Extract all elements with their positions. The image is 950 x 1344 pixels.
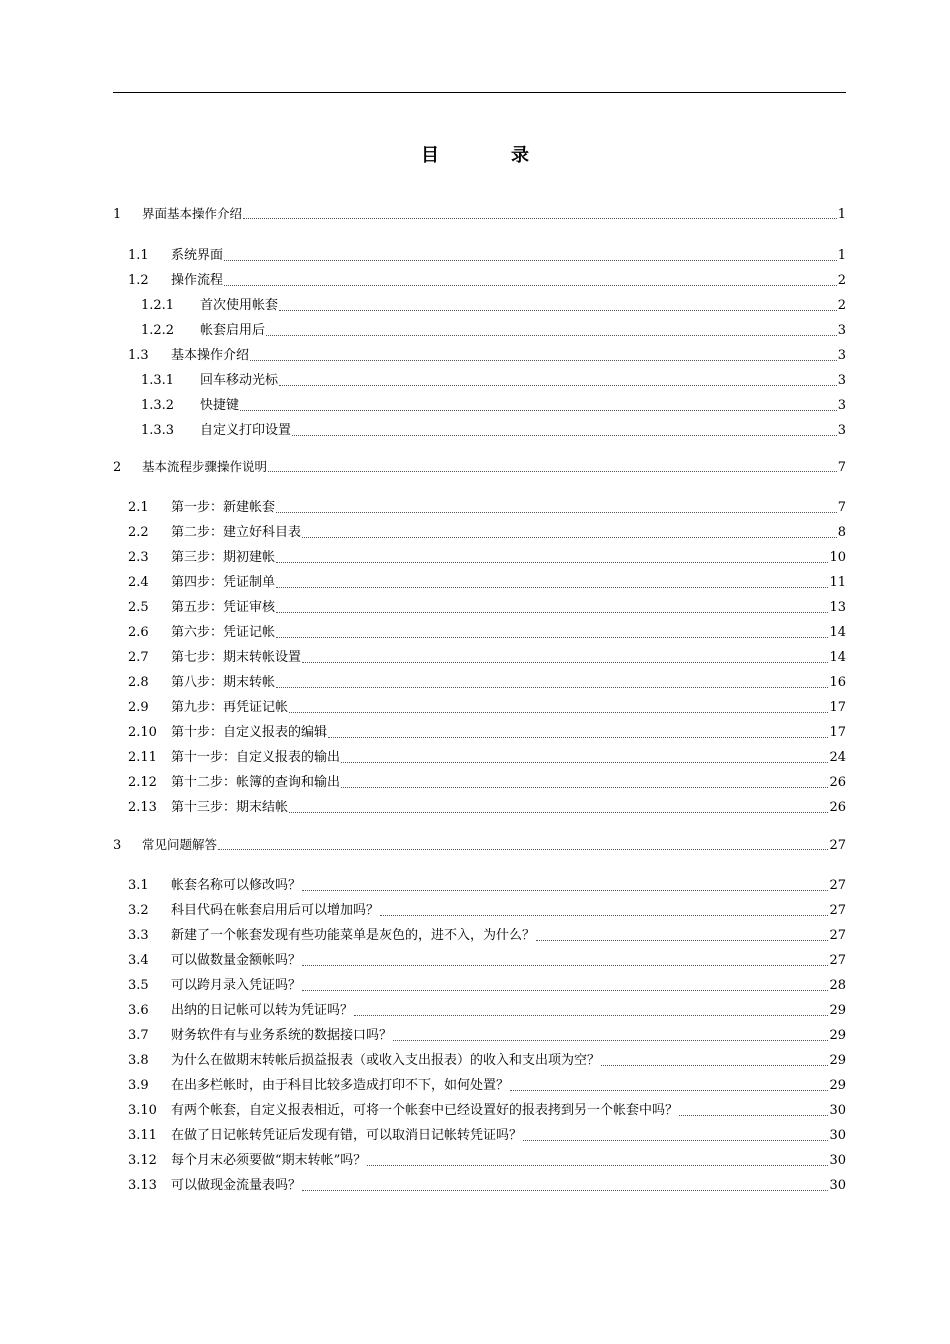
toc-entry-page: 28 [829,978,846,993]
toc-entry[interactable] [113,1076,846,1096]
toc-entry-number: 2.10 [128,725,157,740]
toc-leader-dots [268,471,837,472]
toc-entry[interactable] [113,296,846,316]
toc-entry-number: 1.3.3 [141,423,175,438]
toc-entry[interactable] [113,1151,846,1171]
toc-entry-number: 3.6 [128,1003,149,1018]
toc-entry-page: 30 [829,1153,846,1168]
toc-entry-number: 1.2.1 [141,298,175,313]
toc-entry-label: 第一步：新建帐套 [171,500,276,515]
toc-entry-page: 1 [837,248,846,263]
toc-leader-dots [289,712,828,713]
toc-entry-label: 回车移动光标 [200,373,279,388]
toc-leader-dots [279,310,837,311]
toc-entry-page: 27 [829,953,846,968]
toc-entry-number: 3.7 [128,1028,149,1043]
toc-entry[interactable] [113,648,846,668]
toc-entry[interactable] [113,1176,846,1196]
toc-entry[interactable] [113,798,846,818]
toc-entry-label: 可以跨月录入凭证吗？ [171,978,302,993]
toc-entry[interactable] [113,573,846,593]
toc-leader-dots [536,940,828,941]
toc-entry[interactable] [113,204,846,224]
toc-entry-number: 1.3.2 [141,398,175,413]
toc-entry-label: 每个月末必须要做“期末转帐”吗？ [171,1153,367,1168]
toc-entry-number: 2.5 [128,600,149,615]
toc-leader-dots [341,787,828,788]
toc-leader-dots [510,1090,828,1091]
toc-entry[interactable] [113,1001,846,1021]
toc-entry-label: 为什么在做期末转帐后损益报表（或收入支出报表）的收入和支出项为空？ [171,1053,601,1068]
toc-entry[interactable] [113,321,846,341]
toc-entry-label: 第三步：期初建帐 [171,550,276,565]
toc-entry-page: 27 [829,903,846,918]
toc-entry-number: 3.3 [128,928,149,943]
toc-leader-dots [341,762,828,763]
toc-entry-number: 2.3 [128,550,149,565]
toc-entry-page: 13 [829,600,846,615]
toc-entry[interactable] [113,901,846,921]
toc-leader-dots [679,1115,828,1116]
toc-leader-dots [302,662,828,663]
toc-leader-dots [276,562,828,563]
toc-leader-dots [302,890,828,891]
toc-entry-page: 17 [829,700,846,715]
toc-entry[interactable] [113,623,846,643]
toc-entry-page: 7 [837,460,846,475]
toc-entry-number: 2.1 [128,500,149,515]
toc-entry[interactable] [113,346,846,366]
toc-entry[interactable] [113,1026,846,1046]
toc-entry-number: 2.7 [128,650,149,665]
toc-entry-page: 3 [837,373,846,388]
toc-entry-page: 3 [837,423,846,438]
toc-entry-number: 3.2 [128,903,149,918]
toc-leader-dots [328,737,828,738]
toc-entry-label: 可以做数量金额帐吗？ [171,953,302,968]
toc-entry-number: 2.2 [128,525,149,540]
toc-entry-page: 27 [829,838,846,853]
toc-entry-number: 1.1 [128,248,149,263]
toc-entry-page: 29 [829,1028,846,1043]
toc-leader-dots [240,410,837,411]
toc-entry-page: 3 [837,398,846,413]
toc-entry-label: 新建了一个帐套发现有些功能菜单是灰色的，进不入，为什么？ [171,928,536,943]
toc-entry-page: 26 [829,775,846,790]
toc-entry-page: 16 [829,675,846,690]
toc-entry-label: 在出多栏帐时，由于科目比较多造成打印不下，如何处置？ [171,1078,510,1093]
toc-entry[interactable] [113,421,846,441]
toc-entry-label: 第十二步：帐簿的查询和输出 [171,775,341,790]
toc-entry-label: 常见问题解答 [142,837,218,852]
toc-entry[interactable] [113,723,846,743]
toc-entry-label: 快捷键 [200,398,240,413]
toc-leader-dots [218,849,828,850]
toc-entry[interactable] [113,1101,846,1121]
toc-leader-dots [302,965,828,966]
toc-entry-page: 24 [829,750,846,765]
toc-entry-number: 2 [113,460,122,475]
toc-entry[interactable] [113,523,846,543]
toc-entry-label: 有两个帐套，自定义报表相近，可将一个帐套中已经设置好的报表拷到另一个帐套中吗？ [171,1103,679,1118]
toc-leader-dots [367,1165,828,1166]
toc-entry-label: 科目代码在帐套启用后可以增加吗？ [171,903,380,918]
toc-leader-dots [279,385,837,386]
toc-leader-dots [302,990,828,991]
toc-leader-dots [276,512,837,513]
title-char-1: 目 [421,145,439,166]
toc-entry-page: 27 [829,878,846,893]
toc-entry-label: 第七步：期末转帐设置 [171,650,302,665]
toc-leader-dots [250,360,837,361]
toc-entry-label: 第四步：凭证制单 [171,575,276,590]
toc-entry-page: 27 [829,928,846,943]
toc-entry-page: 29 [829,1053,846,1068]
toc-entry-number: 2.9 [128,700,149,715]
toc-leader-dots [266,335,837,336]
toc-entry-page: 1 [837,207,846,222]
toc-entry-number: 3.11 [128,1128,157,1143]
toc-entry-page: 3 [837,323,846,338]
toc-entry-label: 帐套名称可以修改吗？ [171,878,302,893]
toc-entry-number: 3.8 [128,1053,149,1068]
toc-entry[interactable] [113,457,846,477]
toc-entry-label: 财务软件有与业务系统的数据接口吗？ [171,1028,393,1043]
toc-entry-page: 11 [829,575,846,590]
toc-leader-dots [302,1190,828,1191]
toc-leader-dots [276,612,828,613]
toc-entry-label: 基本流程步骤操作说明 [142,459,268,474]
toc-entry-page: 2 [837,298,846,313]
toc-entry[interactable] [113,748,846,768]
toc-entry-label: 自定义打印设置 [200,423,292,438]
header-rule [113,92,846,93]
toc-entry-number: 2.11 [128,750,157,765]
toc-entry-page: 30 [829,1178,846,1193]
toc-entry-number: 3.12 [128,1153,157,1168]
toc-entry-page: 29 [829,1078,846,1093]
toc-entry-page: 30 [829,1103,846,1118]
toc-entry-label: 基本操作介绍 [171,348,250,363]
toc-entry-label: 第五步：凭证审核 [171,600,276,615]
toc-entry-number: 3.4 [128,953,149,968]
toc-leader-dots [276,687,828,688]
toc-leader-dots [380,915,828,916]
page-title [0,141,950,167]
toc-entry[interactable] [113,773,846,793]
toc-entry[interactable] [113,835,846,855]
toc-entry-page: 8 [837,525,846,540]
toc-leader-dots [276,637,828,638]
toc-entry-page: 7 [837,500,846,515]
toc-entry[interactable] [113,926,846,946]
toc-entry[interactable] [113,396,846,416]
title-char-2: 录 [511,145,529,166]
toc-entry-page: 30 [829,1128,846,1143]
toc-entry-number: 1 [113,207,122,222]
toc-entry-label: 系统界面 [171,248,224,263]
toc-entry[interactable] [113,673,846,693]
toc-entry[interactable] [113,246,846,266]
toc-leader-dots [601,1065,828,1066]
toc-entry-label: 第九步：再凭证记帐 [171,700,289,715]
toc-entry-label: 出纳的日记帐可以转为凭证吗？ [171,1003,354,1018]
toc-leader-dots [393,1040,828,1041]
toc-entry[interactable] [113,371,846,391]
toc-leader-dots [243,218,837,219]
toc-entry[interactable] [113,498,846,518]
toc-leader-dots [292,435,837,436]
toc-entry[interactable] [113,876,846,896]
toc-entry-label: 第二步：建立好科目表 [171,525,302,540]
toc-entry[interactable] [113,1126,846,1146]
toc-entry-page: 29 [829,1003,846,1018]
toc-entry-page: 2 [837,273,846,288]
toc-entry-number: 3.1 [128,878,149,893]
toc-entry-number: 3.13 [128,1178,157,1193]
toc-entry-number: 3.9 [128,1078,149,1093]
toc-entry-number: 1.2 [128,273,149,288]
toc-entry-number: 3.5 [128,978,149,993]
toc-entry-page: 17 [829,725,846,740]
toc-entry-page: 14 [829,650,846,665]
toc-entry-label: 首次使用帐套 [200,298,279,313]
toc-entry-label: 第八步：期末转帐 [171,675,276,690]
toc-entry-label: 可以做现金流量表吗？ [171,1178,302,1193]
toc-entry-number: 1.2.2 [141,323,175,338]
toc-entry-number: 2.4 [128,575,149,590]
toc-entry-label: 界面基本操作介绍 [142,206,243,221]
toc-entry-page: 3 [837,348,846,363]
toc-entry-label: 第六步：凭证记帐 [171,625,276,640]
toc-entry-number: 1.3.1 [141,373,175,388]
toc-entry-page: 10 [829,550,846,565]
toc-entry-label: 第十步：自定义报表的编辑 [171,725,328,740]
toc-entry[interactable] [113,951,846,971]
toc-entry-number: 2.13 [128,800,157,815]
toc-entry-page: 26 [829,800,846,815]
toc-entry-number: 2.6 [128,625,149,640]
toc-leader-dots [289,812,828,813]
toc-leader-dots [276,587,828,588]
toc-entry-label: 第十一步：自定义报表的输出 [171,750,341,765]
toc-entry-number: 1.3 [128,348,149,363]
toc-entry-number: 3 [113,838,122,853]
toc-entry-label: 在做了日记帐转凭证后发现有错，可以取消日记帐转凭证吗？ [171,1128,523,1143]
toc-entry[interactable] [113,271,846,291]
toc-entry[interactable] [113,698,846,718]
toc-entry-number: 2.8 [128,675,149,690]
toc-entry-label: 帐套启用后 [200,323,266,338]
toc-entry[interactable] [113,598,846,618]
toc-entry-number: 3.10 [128,1103,157,1118]
toc-entry[interactable] [113,548,846,568]
toc-entry-label: 操作流程 [171,273,224,288]
toc-entry-number: 2.12 [128,775,157,790]
toc-leader-dots [224,260,837,261]
toc-leader-dots [354,1015,828,1016]
toc-entry-label: 第十三步：期末结帐 [171,800,289,815]
toc-leader-dots [523,1140,828,1141]
toc-entry-page: 14 [829,625,846,640]
toc-entry[interactable] [113,976,846,996]
toc-entry[interactable] [113,1051,846,1071]
toc-leader-dots [224,285,837,286]
toc-leader-dots [302,537,837,538]
